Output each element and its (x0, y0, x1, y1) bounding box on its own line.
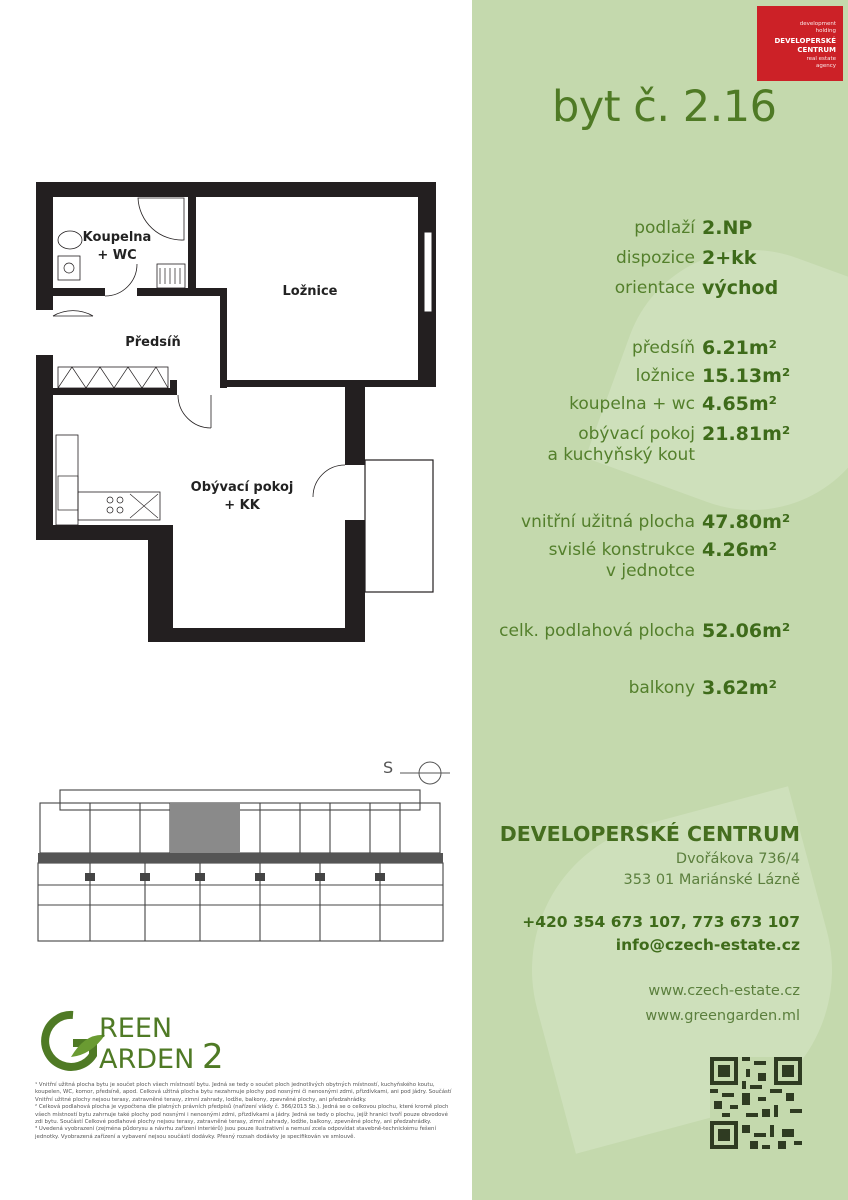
highlighted-unit (170, 803, 240, 853)
balcony (365, 460, 433, 592)
web-link-1[interactable]: www.czech-estate.cz (648, 983, 800, 999)
company-street: Dvořákova 736/4 (675, 851, 800, 867)
floor-plan (0, 170, 470, 650)
room-label-bathroom: Koupelna (82, 230, 152, 245)
company-name: DEVELOPERSKÉ CENTRUM (499, 822, 800, 846)
company-city: 353 01 Mariánské Lázně (623, 872, 800, 888)
web-link-2[interactable]: www.greengarden.ml (645, 1008, 800, 1024)
footnote-3: ³ Uvedená vyobrazení (zejména půdorysu a návrhu zařízení interiérů) jsou pouze ilustrativní a nemusí zcela odpovídat stavebně-technickému řešení jednotky. Vyobrazená zařízení a vybavení nejsou součástí dodávky. Přesný rozsah dodávky je specifikován ve smlouvě. (35, 1126, 436, 1140)
room-label-hall: Předsíň (125, 335, 181, 350)
developer-logo: development holding DEVELOPERSKÉ CENTRUM real estate agency (757, 6, 843, 81)
footnote-1: ¹ Vnitřní užitná plocha bytu je součet ploch všech místností bytu. Jedná se tedy o součet ploch jednotlivých obytných místností, kuchyňského koutu, koupelen, WC, komor, předsíně, apod. Celková užitná plocha bytu nezahrnuje plochy pod nosnými či nenosnými zdmi, přizdívkami, ani pod jádry. Součástí Vnitřní užitné plochy nejsou terasy, zatravněné terasy, zimní zahrady, lodžie, balkony, zpevněné plochy, ani předzahrádky. (35, 1082, 452, 1103)
qr-code[interactable] (710, 1057, 802, 1149)
walls (36, 182, 436, 642)
site-plan (30, 745, 450, 955)
room-label-bedroom: Ložnice (282, 284, 338, 299)
footnotes (35, 1082, 453, 1141)
brand-line2: ARDEN (99, 1044, 195, 1075)
company-phone[interactable]: +420 354 673 107, 773 673 107 (522, 913, 800, 931)
compass-letter: S (383, 758, 394, 777)
room-label-living: Obývací pokoj (190, 480, 294, 495)
green-garden-logo (35, 1005, 245, 1080)
brand-line1: REEN (99, 1013, 173, 1044)
brand-number: 2 (202, 1037, 224, 1077)
room-label-bathroom-wc: + WC (97, 248, 137, 263)
footnote-2: ² Celková podlahová plocha je vypočtena dle platných právních předpisů (nařízení vlády č. 366/2013 Sb.). Jedná se o celkovou plochu, které kromě ploch všech místností bytu zahrnuje také plochy pod nosnými i nenosnými zdmi, přizdívkami a jádry. Jedná se tedy o plochu, jejíž hranici tvoří pouze obvodové zdi bytu. Součástí Celkové podlahové plochy nejsou terasy, zatravněné terasy, zimní zahrady, lodžie, balkony, zpevněné plochy, ani předzahrádky. (35, 1104, 449, 1126)
unit-title: byt č. 2.16 (552, 82, 777, 132)
room-label-kitchenette: + KK (224, 498, 260, 513)
company-email[interactable]: info@czech-estate.cz (615, 936, 800, 954)
